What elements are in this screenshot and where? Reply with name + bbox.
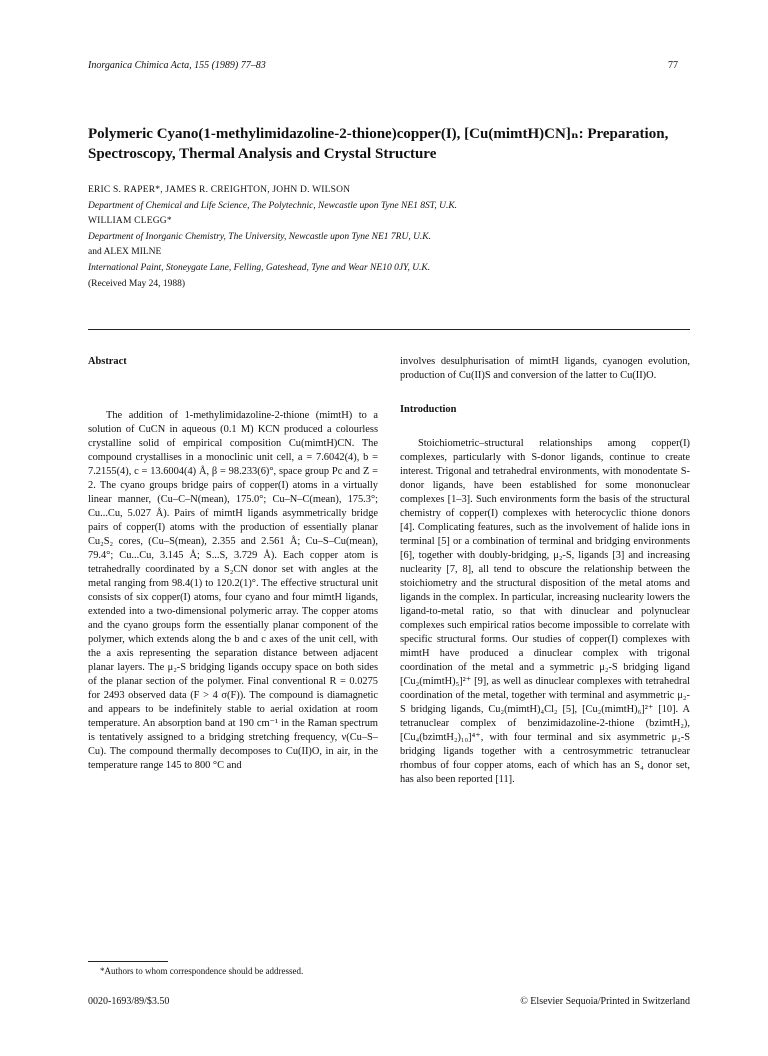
introduction-heading: Introduction	[400, 404, 457, 415]
author-block	[88, 183, 688, 292]
publisher-line: © Elsevier Sequoia/Printed in Switzerland	[520, 996, 690, 1007]
footnote-divider	[88, 961, 168, 962]
author-names-2: WILLIAM CLEGG*	[88, 216, 172, 227]
abstract-heading: Abstract	[88, 356, 127, 367]
header-divider	[88, 329, 690, 330]
footnote: *Authors to whom correspondence should be addressed.	[100, 966, 304, 976]
abstract-continuation: involves desulphurisation of mimtH ligands, cyanogen evolution, production of Cu(II)S and conversion of the latter to Cu(II)O.	[400, 356, 690, 381]
page-number: 77	[668, 60, 678, 71]
author-affiliation-2: Department of Inorganic Chemistry, The University, Newcastle upon Tyne NE1 7RU, U.K.	[88, 231, 432, 242]
left-column	[88, 355, 378, 773]
journal-citation: Inorganica Chimica Acta, 155 (1989) 77–83	[88, 60, 266, 71]
author-affiliation-3: International Paint, Stoneygate Lane, Felling, Gateshead, Tyne and Wear NE10 0JY, U.K.	[88, 262, 431, 273]
received-date: (Received May 24, 1988)	[88, 278, 186, 289]
author-names-3: and ALEX MILNE	[88, 247, 162, 258]
abstract-text: The addition of 1-methylimidazoline-2-thione (mimtH) to a solution of CuCN in aqueous (0.1 M) KCN produced a colourless crystalline solid of empirical composition Cu(mimtH)CN. The compound crystallises in a monoclinic unit cell, a = 7.6042(4), b = 7.2155(4), c = 13.6004(4) Å, β = 98.233(6)°, space group Pc and Z = 2. The cyano groups bridge pairs of copper(I) atoms in a virtually linear manner, (Cu–C–N(mean), 175.0°; Cu–N–C(mean), 175.3°; Cu...Cu, 5.027 Å). Pairs of mimtH ligands asymmetrically bridge pairs of copper(I) atoms with the production of essentially planar Cu₂S₂ cores, (Cu–S(mean), 2.355 and 2.561 Å; Cu–S–Cu(mean), 79.4°; Cu...Cu, 3.145 Å; S...S, 3.729 Å). Each copper atom is tetrahedrally coordinated by a S₂CN donor set with angles at the metal ranging from 98.4(1) to 120.2(1)°. The effective structural unit consists of six copper(I) atoms, four cyano and four mimtH ligands, extended into a two-dimensional polymeric array. The copper atoms and the cyano groups form the essentially planar component of the polymer, which extends along the b and c axes of the unit cell, with the a axis representing the separation distance between adjacent planar layers. The μ₂-S bridging ligands occupy space on both sides of the planar section of the polymer. Final conventional R = 0.0275 for 2493 observed data (F > 4 σ(F)). The compound is diamagnetic and appears to be indefinitely stable to aerial oxidation at room temperature. An absorption band at 190 cm⁻¹ in the Raman spectrum is tentatively assigned to a bridging stretching frequency, ν(Cu–S–Cu). The compound thermally decomposes to Cu(II)O, in air, in the temperature range 145 to 800 °C and	[88, 410, 378, 771]
article-code: 0020-1693/89/$3.50	[88, 996, 170, 1007]
right-column	[400, 355, 690, 787]
author-names-1: ERIC S. RAPER*, JAMES R. CREIGHTON, JOHN D. WILSON	[88, 185, 351, 195]
paper-title: Polymeric Cyano(1-methylimidazoline-2-thione)copper(I), [Cu(mimtH)CN]ₙ: Preparation, Spectroscopy, Thermal Analysis and Crystal Structure	[88, 126, 669, 162]
introduction-text: Stoichiometric–structural relationships among copper(I) complexes, particularly with S-donor ligands, continue to create interest. Trigonal and tetrahedral environments, with monodentate S-donor ligands, have been established for some mononuclear complexes [1–3]. Such environments form the basis of the structural chemistry of copper(I) complexes with heterocyclic thione donors [4]. Complicating features, such as the involvement of halide ions in terminal [5] or a combination of terminal and bridging environments [6], together with doubly-bridging, μ₂-S, ligands [3] and increasing nuclearity [7, 8], all tend to obscure the relationship between the stoichiometry and the structural disposition of the metal atoms and ligands in the complex. In particular, increasing nuclearity lowers the ligand-to-metal ratio, so that with dinuclear and polynuclear complexes such empirical ratios become impossible to correlate with specific structural forms. Our studies of copper(I) complexes with mimtH have produced a dinuclear complex with trigonal coordination of the metal and a symmetric μ₂-S bridging ligand [Cu₂(mimtH)₅]²⁺ [9], as well as dinuclear complexes with tetrahedral coordination of the metal, together with terminal and asymmetric μ₂-S bridging ligands, Cu₂(mimtH)₄Cl₂ [5], [Cu₂(mimtH)₆]²⁺ [10]. A tetranuclear complex of benzimidazoline-2-thione (bzimtH₂), [Cu₄(bzimtH₂)₁₀]⁴⁺, with four terminal and six asymmetric μ₂-S bridging ligands together with a centrosymmetric tetranuclear rhombus of four copper atoms, each of which has an S₄ donor set, has also been reported [11].	[400, 438, 690, 785]
author-affiliation-1: Department of Chemical and Life Science, The Polytechnic, Newcastle upon Tyne NE1 8ST, U.K.	[88, 200, 458, 211]
